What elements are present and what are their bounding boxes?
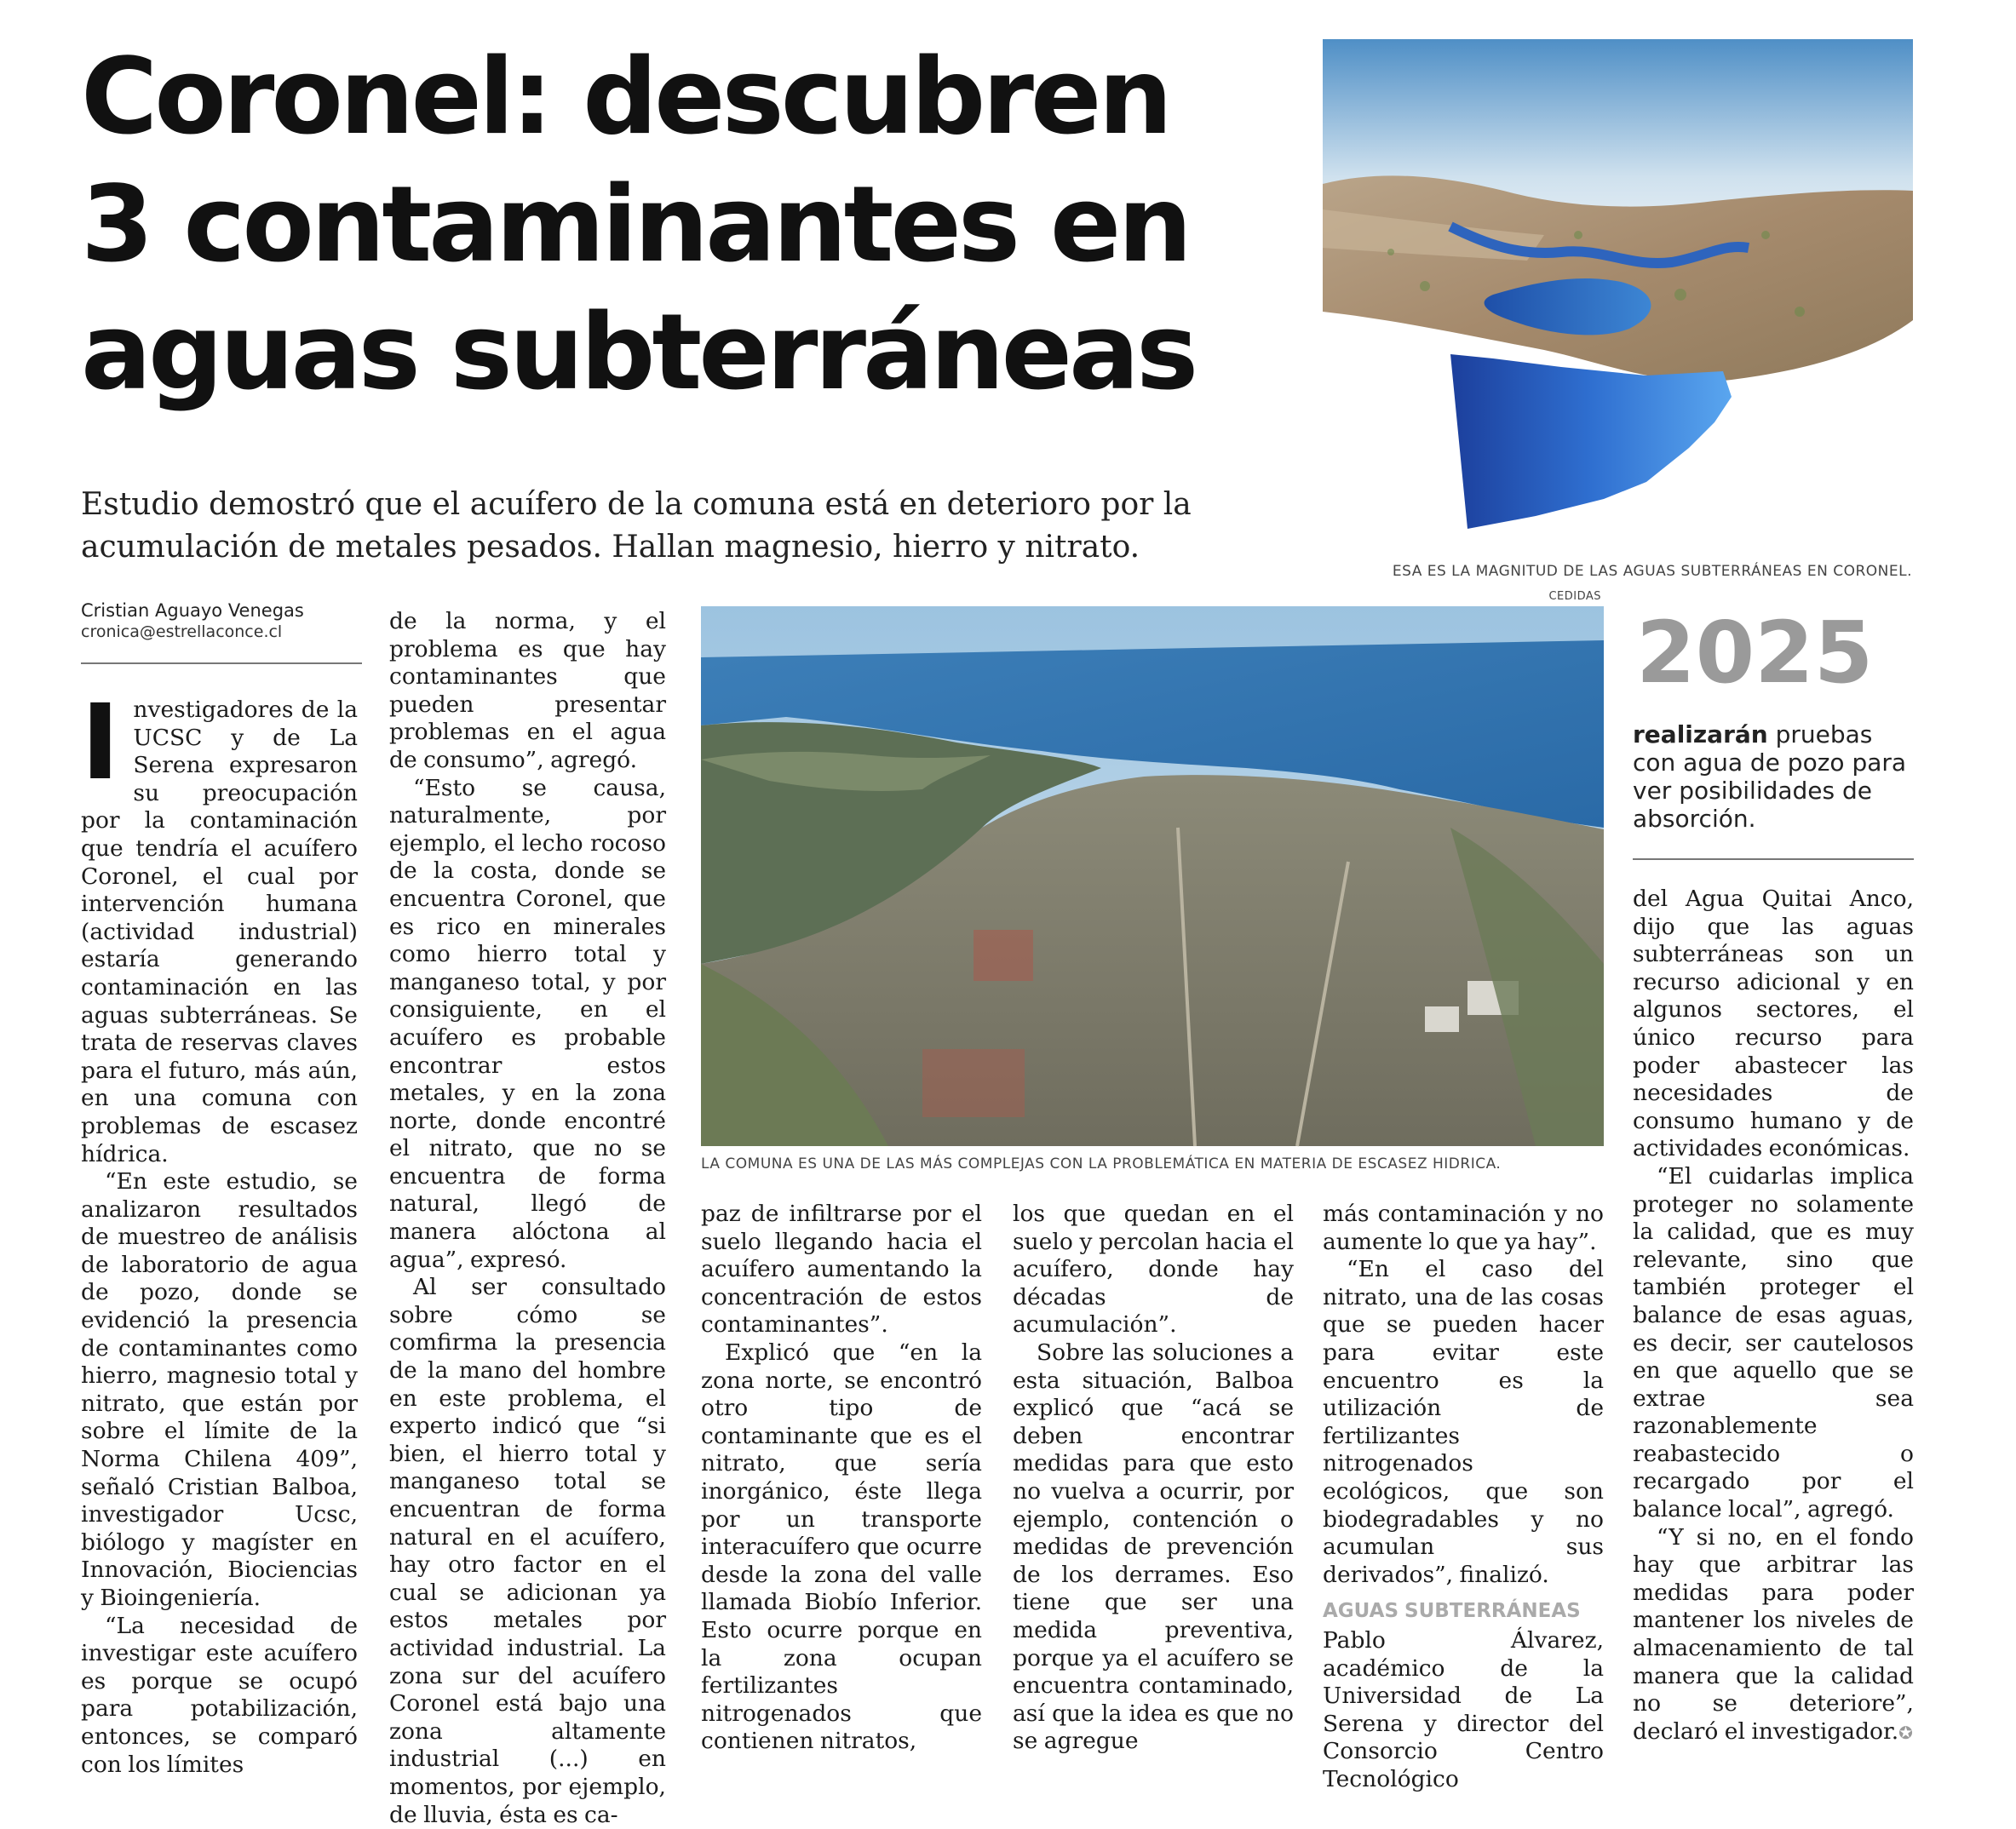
headline (81, 34, 1324, 417)
byline-divider (81, 662, 362, 664)
author-name: Cristian Aguayo Venegas (81, 600, 304, 621)
paragraph: Pablo Álvarez, académico de la Universidad de La Serena y director del Consorcio Centro Tecnológico (1323, 1626, 1604, 1792)
subheading: AGUAS SUBTERRÁNEAS (1323, 1600, 1581, 1623)
paragraph: “El cuidarlas implica proteger no solamente la calidad, que es muy relevante, sino que también proteger el balance de esas aguas, es decir, ser cautelosos en que aquello que se extrae sea razonablemente reabastecido o recargado por el balance local”, agregó. (1633, 1162, 1914, 1523)
paragraph-text: “Y si no, en el fondo hay que arbitrar las medidas para poder mantener los niveles de almacenamiento de tal manera que la calidad no se deteriore”, declaró el investigador. (1633, 1523, 1914, 1745)
photo-credit: CEDIDAS (1548, 590, 1601, 603)
paragraph: Al ser consultado sobre cómo se comfirma la presencia de la mano del hombre en este problema, el experto indicó que “si bien, el hierro total y manganeso total se encuentran de forma natural en el acuífero, hay otro factor en el cual se adicionan ya estos metales por actividad industrial. La zona sur del acuífero Coronel está bajo una zona altamente industrial (...) en momentos, por ejemplo, de lluvia, ésta es ca- (389, 1274, 666, 1828)
headline-line-1: Coronel: descubren (81, 37, 1169, 158)
article-column-3 (701, 1201, 982, 1755)
article-column-4 (1013, 1201, 1294, 1755)
paragraph: “En este estudio, se analizaron resultados de muestreo de análisis de laboratorio de agua de pozo, donde se evidenció la presencia de contaminantes como hierro, magnesio total y nitrato, que están por sobre el límite de la Norma Chilena 409”, señaló Cristian Balboa, investigador Ucsc, biólogo y magíster en Innovación, Biociencias y Bioingeniería. (81, 1168, 358, 1611)
deck (81, 484, 1205, 569)
aerial-photo-caption: LA COMUNA ES UNA DE LAS MÁS COMPLEJAS CON LA PROBLEMÁTICA EN MATERIA DE ESCASEZ HIDRICA. (701, 1155, 1502, 1173)
end-mark-icon: ✪ (1898, 1722, 1913, 1743)
headline-line-3: aguas subterráneas (81, 292, 1196, 414)
author-email: cronica@estrellaconce.cl (81, 622, 283, 641)
stat-number: 2025 (1636, 603, 1874, 702)
paragraph: Explicó que “en la zona norte, se encontró otro tipo de contaminante que es el nitrato, que sería inorgánico, éste llega por un transporte interacuífero que ocurre desde la zona del valle llamada Biobío Inferior. Esto ocurre porque en la zona ocupan fertilizantes nitrogenados que contienen nitratos, (701, 1339, 982, 1755)
deck-line-2: acumulación de metales pesados. Hallan magnesio, hierro y nitrato. (81, 530, 1140, 565)
paragraph: “La necesidad de investigar este acuífero es porque se ocupó para potabilización, entonces, se comparó con los límites (81, 1612, 358, 1778)
stat-divider (1633, 858, 1914, 860)
paragraph: del Agua Quitai Anco, dijo que las aguas subterráneas son un recurso adicional y en algunos sectores, el único recurso para poder abastecer las necesidades de consumo humano y de actividades económicas. (1633, 886, 1914, 1162)
paragraph: Sobre las soluciones a esta situación, Balboa explicó que “acá se deben encontrar medidas para que esto no vuelva a ocurrir, por ejemplo, contención o medidas de prevención de los derrames. Eso tiene que ser una medida preventiva, porque ya el acuífero se encuentra contaminado, así que la idea es que no se agregue (1013, 1339, 1294, 1755)
article-column-5 (1323, 1201, 1604, 1792)
paragraph: paz de infiltrarse por el suelo llegando hacia el acuífero aumentando la concentración de estos contaminantes”. (701, 1201, 982, 1339)
article-column-6 (1633, 886, 1914, 1745)
paragraph: “En el caso del nitrato, una de las cosas que se pueden hacer para evitar este encuentro es la utilización de fertilizantes nitrogenados ecológicos, que son biodegradables y no acumulan sus derivados”, finalizó. (1323, 1256, 1604, 1588)
paragraph: “Esto se causa, naturalmente, por ejemplo, el lecho rocoso de la costa, donde se encuentra Coronel, que es rico en minerales como hierro total y manganeso total, y por consiguiente, en el acuífero es probable encontrar estos metales, y en la zona norte, donde encontré el nitrato, que no se encuentra de forma natural, llegó de manera alóctona al agua”, expresó. (389, 774, 666, 1273)
deck-line-1: Estudio demostró que el acuífero de la comuna está en deterioro por la (81, 487, 1192, 522)
article-column-2 (389, 608, 666, 1828)
paragraph-text: nvestigadores de la UCSC y de La Serena expresaron su preocupación por la contaminación que tendría el acuífero Coronel, el cual por intervención humana (actividad industrial) estaría generando contaminación en las aguas subterráneas. Se trata de reservas claves para el futuro, más aún, en una comuna con problemas de escasez hídrica. (81, 697, 358, 1167)
drop-cap: I (81, 682, 120, 803)
stat-box (1633, 603, 1914, 833)
paragraph (81, 682, 358, 1168)
paragraph: de la norma, y el problema es que hay contaminantes que pueden presentar problemas en el agua de consumo”, agregó. (389, 608, 666, 773)
stat-description: pruebas con agua de pozo para ver posibilidades de absorción. (1633, 720, 1907, 833)
paragraph: los que quedan en el suelo y percolan hacia el acuífero, donde hay décadas de acumulación”. (1013, 1201, 1294, 1339)
stat-text (1633, 720, 1914, 833)
aerial-photo (701, 606, 1604, 1146)
top-image-caption: ESA ES LA MAGNITUD DE LAS AGUAS SUBTERRÁNEAS EN CORONEL. (1392, 563, 1912, 580)
headline-line-2: 3 contaminantes en (81, 164, 1189, 286)
aquifer-3d-image (1323, 39, 1913, 550)
paragraph: más contaminación y no aumente lo que ya hay”. (1323, 1201, 1604, 1255)
stat-strong: realizarán (1633, 720, 1768, 748)
byline (81, 600, 362, 641)
paragraph (1633, 1524, 1914, 1747)
article-column-1 (81, 682, 358, 1778)
